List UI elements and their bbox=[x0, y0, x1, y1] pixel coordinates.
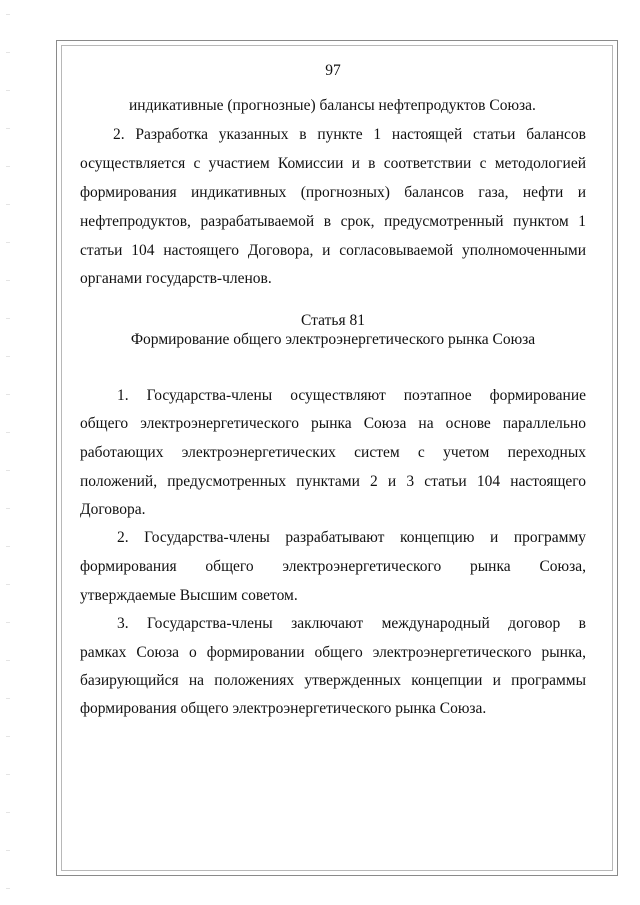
text-line: 2. Разработка указанных в пункте 1 настоящей статьи балансов bbox=[113, 126, 586, 143]
text-line: 3. Государства-члены заключают международный договор в bbox=[117, 615, 586, 632]
text-line: формирования общего электроэнергетического рынка Союза. bbox=[80, 700, 487, 717]
text-line: Договора. bbox=[80, 501, 146, 518]
text-line: индикативные (прогнозные) балансы нефтепродуктов Союза. bbox=[129, 97, 536, 114]
page-number: 97 bbox=[325, 62, 341, 79]
text-line: общего электроэнергетического рынка Союза на основе параллельно bbox=[80, 415, 586, 432]
text-line: утверждаемые Высшим советом. bbox=[80, 587, 298, 604]
text-line: 2. Государства-члены разрабатывают концепцию и программу bbox=[117, 529, 586, 546]
text-line: работающих электроэнергетических систем с учетом переходных bbox=[80, 444, 586, 461]
text-line: положений, предусмотренных пунктами 2 и 3 статьи 104 настоящего bbox=[80, 473, 586, 490]
text-line: формирования индикативных (прогнозных) балансов газа, нефти и bbox=[80, 184, 586, 201]
article-title: Формирование общего электроэнергетического рынка Союза bbox=[130, 331, 536, 348]
scan-edge-marks bbox=[6, 0, 10, 905]
text-line: статьи 104 настоящего Договора, и согласовываемой уполномоченными bbox=[80, 242, 586, 259]
text-line: осуществляется с участием Комиссии и в соответствии с методологией bbox=[80, 155, 586, 172]
text-line: 1. Государства-члены осуществляют поэтапное формирование bbox=[117, 387, 586, 404]
text-line: формирования общего электроэнергетического рынка Союза, bbox=[80, 558, 586, 575]
text-line: рамках Союза о формировании общего электроэнергетического рынка, bbox=[80, 644, 586, 661]
article-heading: Статья 81 bbox=[301, 312, 365, 329]
text-line: базирующийся на положениях утвержденных концепции и программы bbox=[80, 672, 586, 689]
text-line: органами государств-членов. bbox=[80, 270, 272, 287]
text-line: нефтепродуктов, разрабатываемой в срок, предусмотренный пунктом 1 bbox=[80, 213, 586, 230]
